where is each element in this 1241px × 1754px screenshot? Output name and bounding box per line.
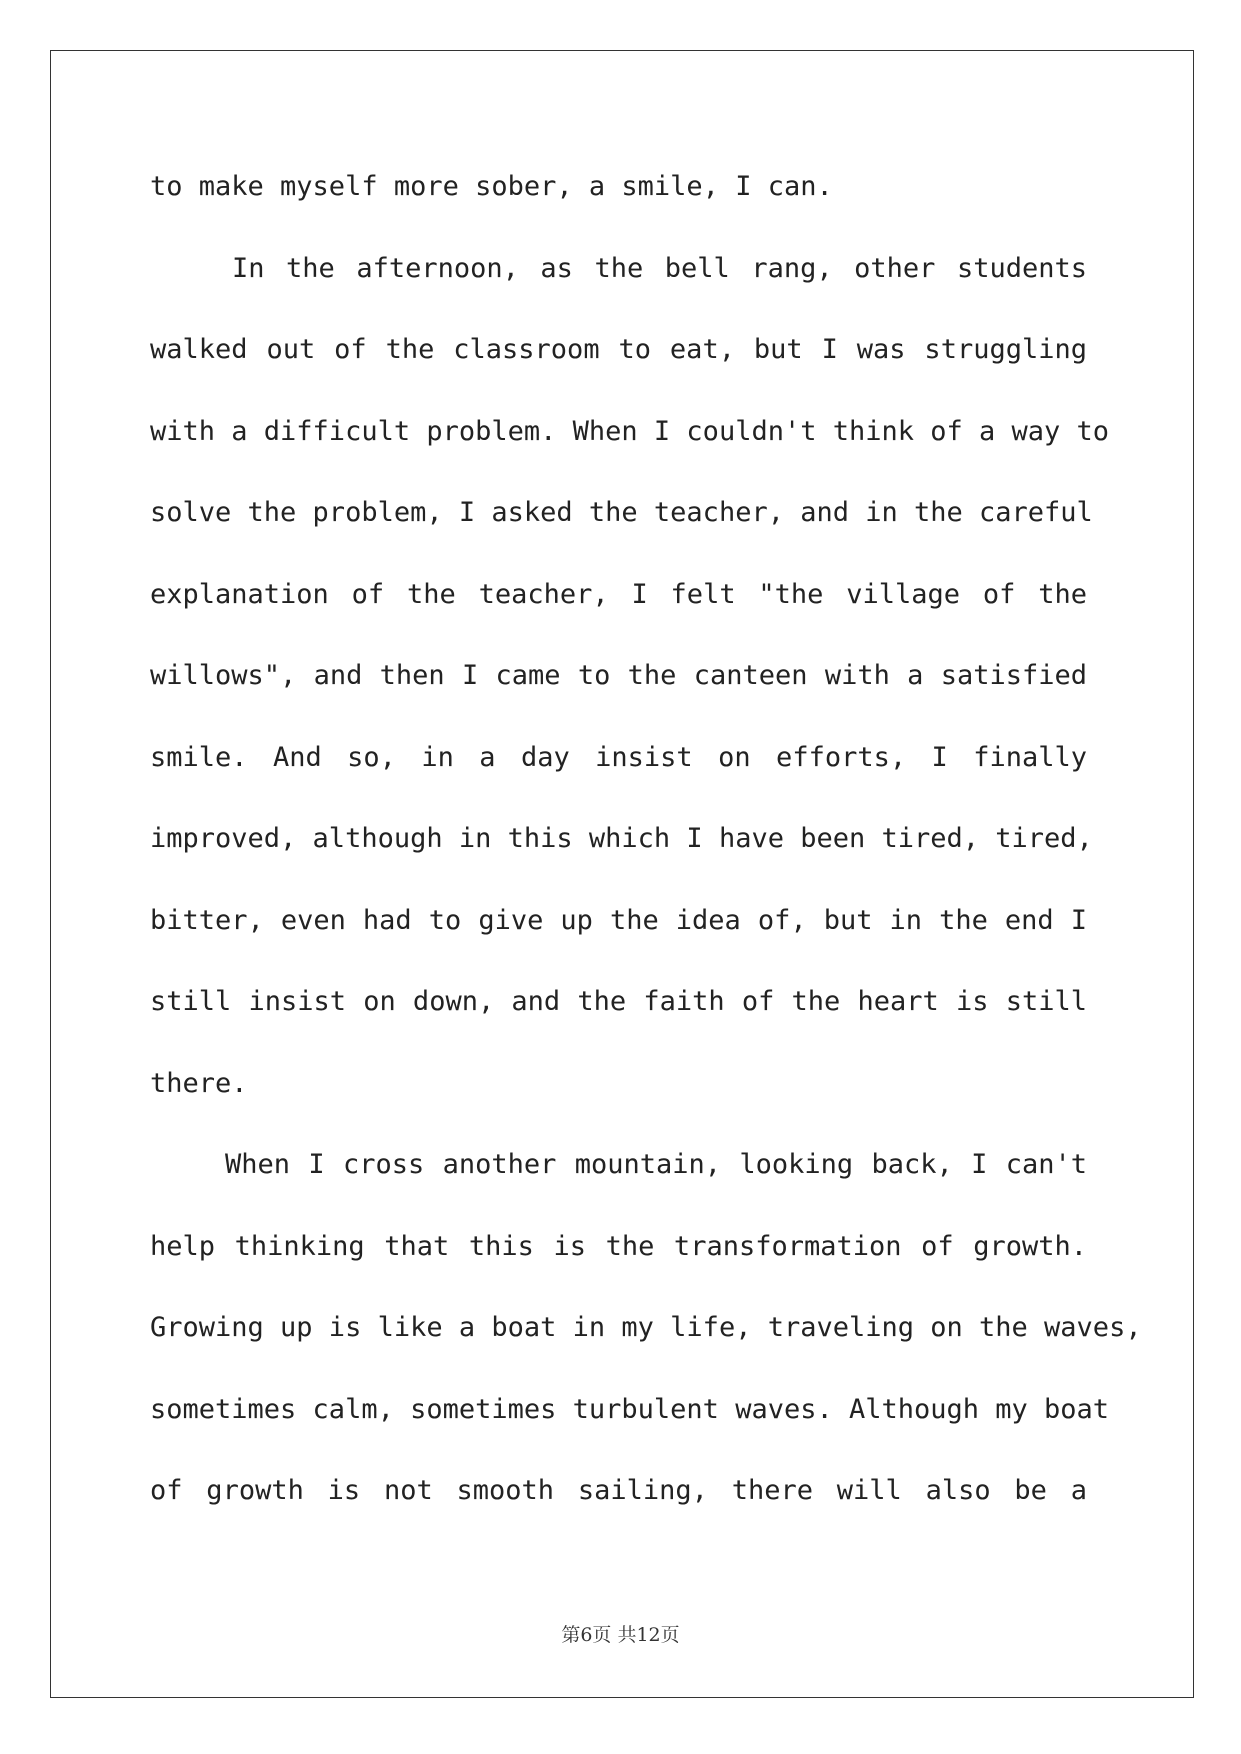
text-line: with a difficult problem. When I couldn't think of a way to: [150, 415, 1110, 447]
text-line: improved, although in this which I have been tired, tired,: [150, 823, 1093, 854]
text-line: willows", and then I came to the canteen with a satisfied: [150, 660, 1087, 691]
page-number-footer: 第6页 共12页: [561, 1624, 680, 1646]
text-line: In the afternoon, as the bell rang, other students: [232, 252, 1087, 284]
text-line: Growing up is like a boat in my life, traveling on the waves,: [150, 1312, 1142, 1343]
text-line: When I cross another mountain, looking back, I can't: [225, 1149, 1087, 1180]
text-line: of growth is not smooth sailing, there will also be a: [150, 1475, 1087, 1506]
text-line: walked out of the classroom to eat, but I was struggling: [150, 334, 1087, 365]
text-line: to make myself more sober, a smile, I can.: [150, 171, 833, 202]
text-line: there.: [150, 1067, 248, 1099]
text-line: sometimes calm, sometimes turbulent waves. Although my boat: [150, 1393, 1110, 1425]
text-line: solve the problem, I asked the teacher, and in the careful: [150, 497, 1093, 528]
text-line: explanation of the teacher, I felt "the village of the: [150, 578, 1087, 610]
text-line: still insist on down, and the faith of the heart is still: [150, 986, 1087, 1017]
text-line: help thinking that this is the transformation of growth.: [150, 1230, 1087, 1262]
text-line: smile. And so, in a day insist on efforts, I finally: [150, 741, 1087, 773]
document-body: [150, 162, 1142, 1548]
text-line: bitter, even had to give up the idea of, but in the end I: [150, 904, 1087, 936]
